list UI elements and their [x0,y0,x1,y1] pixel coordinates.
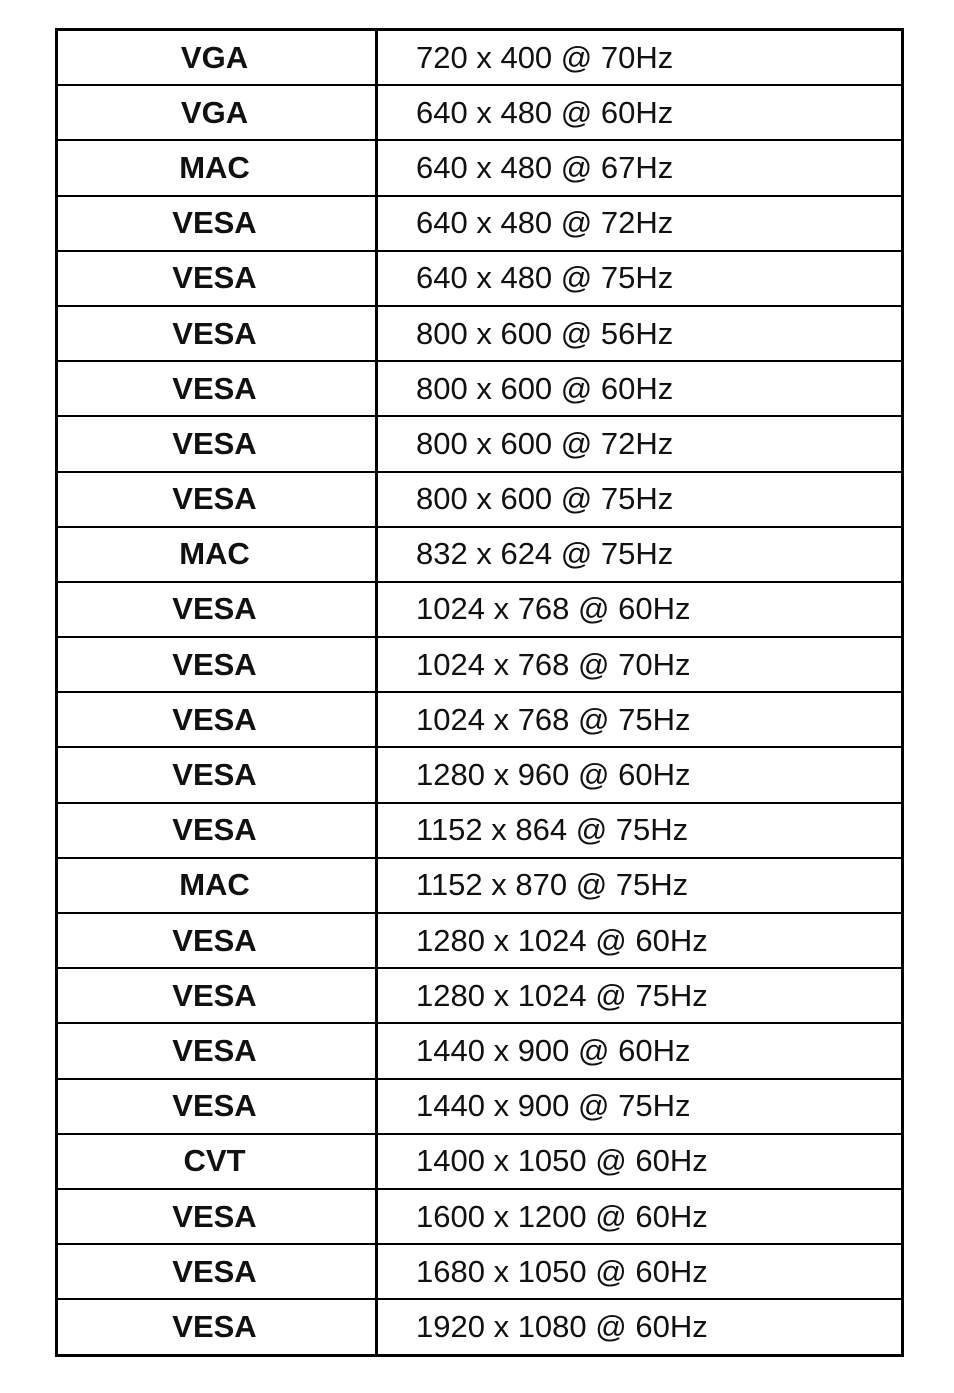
timing-cell: 800 x 600 @ 72Hz [377,416,903,471]
standard-cell: VESA [57,803,377,858]
standard-cell: CVT [57,1134,377,1189]
table-row [57,251,903,306]
table-row [57,803,903,858]
table-row [57,416,903,471]
timing-cell: 1280 x 960 @ 60Hz [377,747,903,802]
table-row [57,913,903,968]
table-row [57,472,903,527]
table-row [57,527,903,582]
table-row [57,1023,903,1078]
table-row [57,85,903,140]
standard-cell: VESA [57,416,377,471]
timing-cell: 800 x 600 @ 56Hz [377,306,903,361]
table-row [57,747,903,802]
timing-cell: 640 x 480 @ 60Hz [377,85,903,140]
timing-cell: 1920 x 1080 @ 60Hz [377,1299,903,1355]
table-row [57,637,903,692]
standard-cell: VESA [57,361,377,416]
timing-cell: 800 x 600 @ 60Hz [377,361,903,416]
timing-cell: 1400 x 1050 @ 60Hz [377,1134,903,1189]
timing-cell: 1152 x 864 @ 75Hz [377,803,903,858]
timing-cell: 1024 x 768 @ 75Hz [377,692,903,747]
timing-cell: 1280 x 1024 @ 75Hz [377,968,903,1023]
table-row [57,968,903,1023]
table-row [57,1134,903,1189]
table-row [57,196,903,251]
table-row [57,30,903,86]
timing-cell: 1680 x 1050 @ 60Hz [377,1244,903,1299]
standard-cell: VESA [57,1244,377,1299]
standard-cell: VESA [57,692,377,747]
standard-cell: VESA [57,251,377,306]
table-row [57,140,903,195]
standard-cell: MAC [57,140,377,195]
table-row [57,858,903,913]
standard-cell: VESA [57,582,377,637]
standard-cell: VESA [57,1079,377,1134]
standard-cell: VESA [57,1023,377,1078]
timing-cell: 1440 x 900 @ 75Hz [377,1079,903,1134]
timing-cell: 1152 x 870 @ 75Hz [377,858,903,913]
timing-cell: 640 x 480 @ 67Hz [377,140,903,195]
standard-cell: VESA [57,306,377,361]
timing-cell: 720 x 400 @ 70Hz [377,30,903,86]
timing-cell: 832 x 624 @ 75Hz [377,527,903,582]
table-row [57,1244,903,1299]
timing-cell: 1024 x 768 @ 60Hz [377,582,903,637]
table-row [57,1189,903,1244]
standard-cell: VESA [57,637,377,692]
timing-cell: 1440 x 900 @ 60Hz [377,1023,903,1078]
standard-cell: MAC [57,858,377,913]
table-row [57,1079,903,1134]
timing-cell: 1600 x 1200 @ 60Hz [377,1189,903,1244]
standard-cell: VESA [57,1189,377,1244]
table-row [57,361,903,416]
table-row [57,306,903,361]
standard-cell: VESA [57,913,377,968]
standard-cell: VESA [57,196,377,251]
table-row [57,582,903,637]
standard-cell: VGA [57,30,377,86]
standard-cell: VESA [57,747,377,802]
table-row [57,1299,903,1355]
standard-cell: VGA [57,85,377,140]
timing-cell: 800 x 600 @ 75Hz [377,472,903,527]
table-row [57,692,903,747]
timing-cell: 640 x 480 @ 72Hz [377,196,903,251]
standard-cell: VESA [57,968,377,1023]
standard-cell: VESA [57,1299,377,1355]
display-timing-table [55,28,904,1357]
standard-cell: MAC [57,527,377,582]
timing-cell: 640 x 480 @ 75Hz [377,251,903,306]
timing-cell: 1280 x 1024 @ 60Hz [377,913,903,968]
standard-cell: VESA [57,472,377,527]
timing-table-body [57,30,903,1356]
timing-cell: 1024 x 768 @ 70Hz [377,637,903,692]
